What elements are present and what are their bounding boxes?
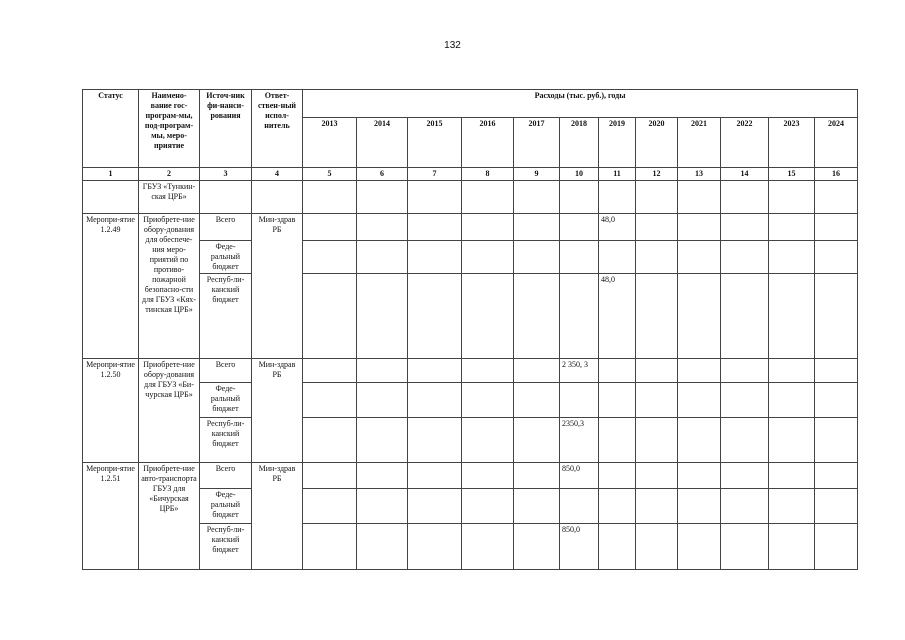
expense-value-cell: 2350,3 — [560, 418, 599, 463]
expense-value-cell — [514, 214, 560, 241]
expense-value-cell — [303, 274, 357, 359]
expense-value-cell — [560, 241, 599, 274]
expense-value-cell — [721, 524, 769, 570]
expense-value-cell — [514, 274, 560, 359]
expense-value-cell — [815, 274, 858, 359]
expense-value-cell — [815, 463, 858, 489]
expense-value-cell — [721, 463, 769, 489]
expense-value-cell — [769, 214, 815, 241]
expense-value-cell — [514, 524, 560, 570]
expense-value-cell — [815, 418, 858, 463]
expense-value-cell — [721, 241, 769, 274]
empty-cell — [599, 181, 636, 214]
expense-value-cell — [678, 241, 721, 274]
expense-value-cell — [769, 383, 815, 418]
expense-value-cell — [636, 463, 678, 489]
expense-value-cell — [560, 274, 599, 359]
expense-value-cell — [721, 489, 769, 524]
program-name-cell: ГБУЗ «Тункин-ская ЦРБ» — [139, 181, 200, 214]
expense-value-cell — [462, 214, 514, 241]
program-name-cell: Приобрете-ние авто-транспорта ГБУЗ для «Бичурская ЦРБ» — [139, 463, 200, 570]
status-cell: Меропри-ятие 1.2.49 — [83, 214, 139, 359]
expense-value-cell — [678, 524, 721, 570]
expense-value-cell — [408, 524, 462, 570]
expense-value-cell — [357, 524, 408, 570]
funding-source-cell: Феде-ральный бюджет — [200, 241, 252, 274]
expense-value-cell — [636, 418, 678, 463]
header-year: 2016 — [462, 118, 514, 168]
expense-value-cell — [636, 383, 678, 418]
expense-value-cell — [636, 214, 678, 241]
expense-value-cell — [408, 383, 462, 418]
expense-value-cell: 2 350, 3 — [560, 359, 599, 383]
expense-value-cell — [636, 241, 678, 274]
expense-value-cell — [408, 463, 462, 489]
expense-value-cell — [462, 241, 514, 274]
header-expenses: Расходы (тыс. руб.), годы — [303, 90, 858, 118]
expense-value-cell — [357, 214, 408, 241]
empty-cell — [678, 181, 721, 214]
expense-value-cell — [357, 463, 408, 489]
expense-value-cell — [514, 383, 560, 418]
table-row — [83, 524, 858, 570]
expense-value-cell — [815, 359, 858, 383]
expense-value-cell — [678, 489, 721, 524]
funding-source-cell: Феде-ральный бюджет — [200, 489, 252, 524]
expense-value-cell — [357, 359, 408, 383]
expense-value-cell — [303, 418, 357, 463]
header-year: 2014 — [357, 118, 408, 168]
header-program-name: Наимено-вание гос-програм-мы, под-програм-мы, меро-приятие — [139, 90, 200, 168]
expense-value-cell — [462, 418, 514, 463]
column-number: 15 — [769, 168, 815, 181]
expense-value-cell: 48,0 — [599, 274, 636, 359]
expense-value-cell — [462, 463, 514, 489]
empty-cell — [200, 181, 252, 214]
header-year: 2019 — [599, 118, 636, 168]
expense-value-cell — [769, 418, 815, 463]
expense-value-cell — [303, 463, 357, 489]
expense-value-cell — [357, 489, 408, 524]
expense-value-cell: 850,0 — [560, 524, 599, 570]
expense-value-cell — [599, 463, 636, 489]
column-number: 12 — [636, 168, 678, 181]
header-year: 2022 — [721, 118, 769, 168]
empty-cell — [769, 181, 815, 214]
expense-value-cell — [815, 214, 858, 241]
expense-value-cell — [408, 241, 462, 274]
expense-value-cell — [303, 489, 357, 524]
column-number: 1 — [83, 168, 139, 181]
expense-value-cell — [815, 241, 858, 274]
header-year: 2017 — [514, 118, 560, 168]
header-year: 2023 — [769, 118, 815, 168]
funding-source-cell: Респуб-ли-канский бюджет — [200, 524, 252, 570]
empty-cell — [636, 181, 678, 214]
expense-value-cell — [599, 524, 636, 570]
expense-value-cell — [560, 214, 599, 241]
table-row — [83, 214, 858, 241]
expense-value-cell — [636, 274, 678, 359]
expense-value-cell — [303, 241, 357, 274]
column-number: 5 — [303, 168, 357, 181]
expense-value-cell: 48,0 — [599, 214, 636, 241]
empty-cell — [303, 181, 357, 214]
expense-value-cell — [599, 359, 636, 383]
funding-source-cell: Респуб-ли-канский бюджет — [200, 274, 252, 359]
header-year: 2021 — [678, 118, 721, 168]
table-row — [83, 359, 858, 383]
header-funding-source: Источ-ник фи-нанси-рования — [200, 90, 252, 168]
expense-value-cell — [560, 383, 599, 418]
expense-value-cell — [514, 241, 560, 274]
executor-cell: Мин-здрав РБ — [252, 359, 303, 463]
expense-value-cell — [769, 241, 815, 274]
expense-value-cell — [599, 383, 636, 418]
column-number: 3 — [200, 168, 252, 181]
expense-value-cell — [636, 359, 678, 383]
empty-cell — [462, 181, 514, 214]
expense-value-cell — [462, 383, 514, 418]
table-row — [83, 181, 858, 214]
column-number: 9 — [514, 168, 560, 181]
expense-value-cell — [303, 383, 357, 418]
expense-value-cell — [599, 489, 636, 524]
expense-value-cell — [357, 418, 408, 463]
header-year: 2018 — [560, 118, 599, 168]
column-number: 11 — [599, 168, 636, 181]
expense-value-cell — [769, 274, 815, 359]
funding-source-cell: Феде-ральный бюджет — [200, 383, 252, 418]
expense-value-cell — [721, 383, 769, 418]
expense-value-cell — [462, 524, 514, 570]
expense-value-cell — [815, 383, 858, 418]
header-year: 2015 — [408, 118, 462, 168]
expense-value-cell — [636, 489, 678, 524]
column-number: 7 — [408, 168, 462, 181]
expense-value-cell — [769, 463, 815, 489]
header-year: 2020 — [636, 118, 678, 168]
empty-cell — [721, 181, 769, 214]
expense-value-cell — [560, 489, 599, 524]
table-row — [83, 383, 858, 418]
expense-value-cell — [678, 383, 721, 418]
expense-value-cell — [303, 359, 357, 383]
expense-value-cell — [408, 489, 462, 524]
empty-cell — [815, 181, 858, 214]
status-cell: Меропри-ятие 1.2.51 — [83, 463, 139, 570]
expense-value-cell — [357, 274, 408, 359]
expense-value-cell — [769, 489, 815, 524]
status-cell — [83, 181, 139, 214]
table-row — [83, 463, 858, 489]
expense-value-cell — [769, 359, 815, 383]
expense-value-cell — [599, 241, 636, 274]
expense-value-cell — [357, 241, 408, 274]
status-cell: Меропри-ятие 1.2.50 — [83, 359, 139, 463]
page-number: 132 — [444, 40, 461, 51]
column-number: 4 — [252, 168, 303, 181]
expense-value-cell — [636, 524, 678, 570]
column-number: 2 — [139, 168, 200, 181]
expense-value-cell — [815, 489, 858, 524]
empty-cell — [252, 181, 303, 214]
expense-value-cell — [678, 274, 721, 359]
funding-source-cell: Всего — [200, 463, 252, 489]
expense-value-cell — [462, 359, 514, 383]
table-row — [83, 241, 858, 274]
expense-value-cell — [721, 359, 769, 383]
header-executor: Ответ-ствен-ный испол-нитель — [252, 90, 303, 168]
funding-source-cell: Всего — [200, 214, 252, 241]
expenses-table — [82, 89, 858, 570]
column-number: 14 — [721, 168, 769, 181]
header-year: 2013 — [303, 118, 357, 168]
expense-value-cell — [514, 463, 560, 489]
expense-value-cell — [408, 418, 462, 463]
executor-cell: Мин-здрав РБ — [252, 214, 303, 359]
empty-cell — [408, 181, 462, 214]
expense-value-cell — [303, 214, 357, 241]
column-number: 13 — [678, 168, 721, 181]
expense-value-cell — [462, 274, 514, 359]
table-row — [83, 274, 858, 359]
expense-value-cell — [357, 383, 408, 418]
column-number: 16 — [815, 168, 858, 181]
expense-value-cell — [514, 418, 560, 463]
expense-value-cell — [678, 463, 721, 489]
expense-value-cell — [678, 418, 721, 463]
expense-value-cell — [721, 418, 769, 463]
table-row — [83, 418, 858, 463]
expense-value-cell — [678, 359, 721, 383]
expense-value-cell — [721, 274, 769, 359]
header-status: Статус — [83, 90, 139, 168]
expense-value-cell — [408, 274, 462, 359]
expense-value-cell — [815, 524, 858, 570]
column-number: 6 — [357, 168, 408, 181]
program-name-cell: Приобрете-ние обору-дования для ГБУЗ «Би-чурская ЦРБ» — [139, 359, 200, 463]
empty-cell — [357, 181, 408, 214]
funding-source-cell: Всего — [200, 359, 252, 383]
empty-cell — [560, 181, 599, 214]
expense-value-cell — [769, 524, 815, 570]
column-number: 8 — [462, 168, 514, 181]
table-row — [83, 489, 858, 524]
expense-value-cell — [721, 214, 769, 241]
expense-value-cell — [599, 418, 636, 463]
expense-value-cell — [408, 214, 462, 241]
empty-cell — [514, 181, 560, 214]
expense-value-cell — [303, 524, 357, 570]
expense-value-cell — [514, 359, 560, 383]
header-year: 2024 — [815, 118, 858, 168]
program-name-cell: Приобрете-ние обору-дования для обеспече-ния меро-приятий по противо-пожарной безопасно-сти для ГБУЗ «Кях-тинская ЦРБ» — [139, 214, 200, 359]
funding-source-cell: Респуб-ли-канский бюджет — [200, 418, 252, 463]
expense-value-cell — [514, 489, 560, 524]
executor-cell: Мин-здрав РБ — [252, 463, 303, 570]
expense-value-cell — [462, 489, 514, 524]
expense-value-cell — [408, 359, 462, 383]
expense-value-cell — [678, 214, 721, 241]
expense-value-cell: 850,0 — [560, 463, 599, 489]
column-number: 10 — [560, 168, 599, 181]
